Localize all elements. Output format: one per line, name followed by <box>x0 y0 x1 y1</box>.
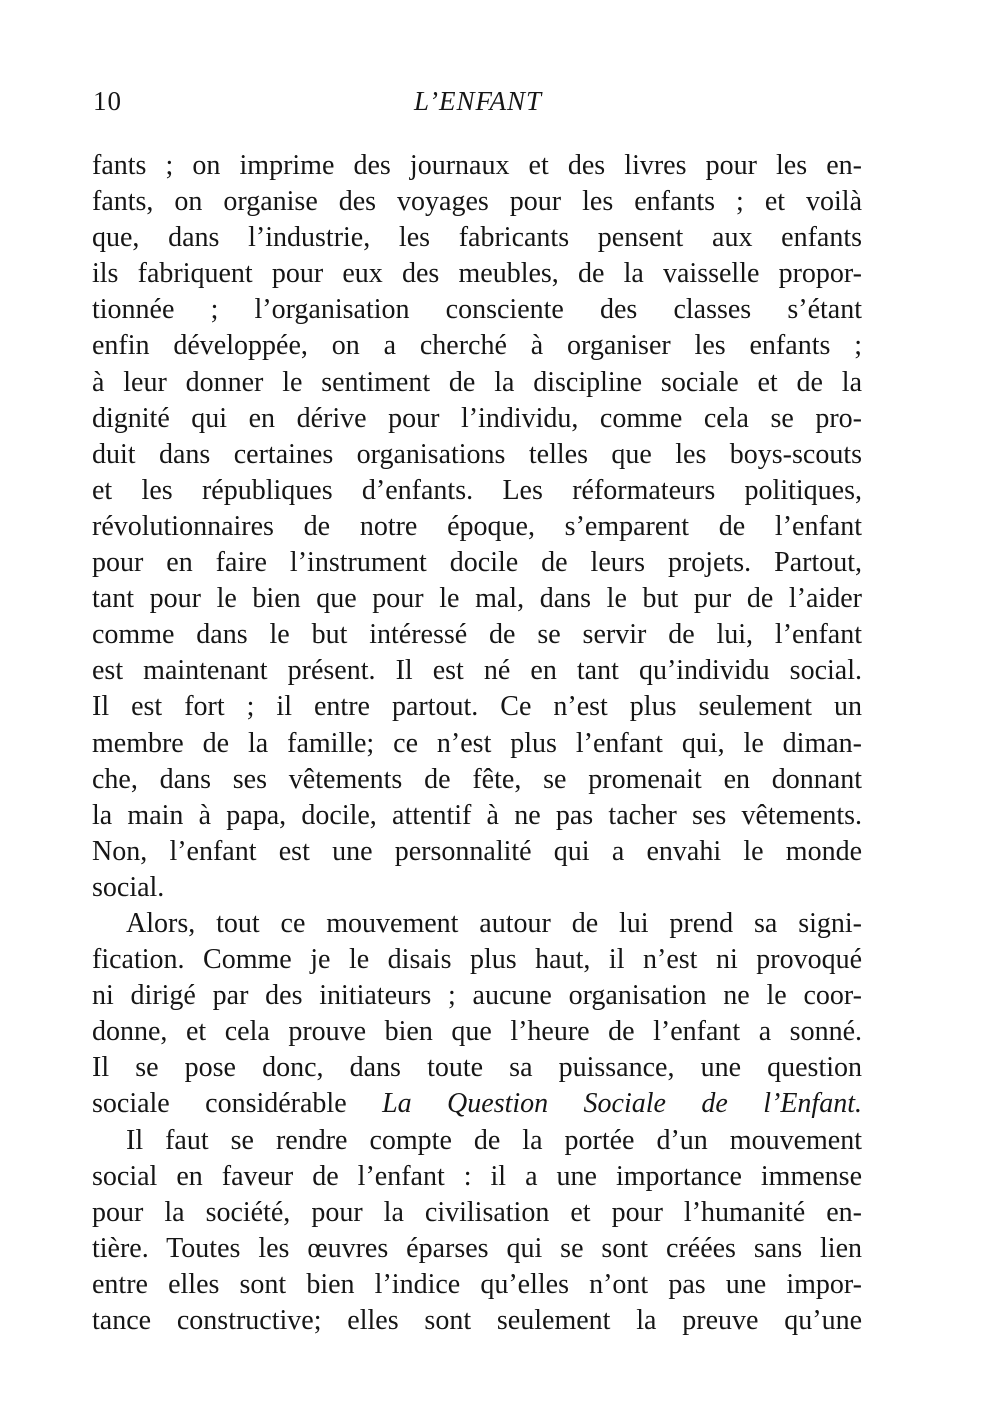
body-text <box>92 148 862 1339</box>
text-line-15: est maintenant présent. Il est né en tant qu’individu social. <box>92 655 862 687</box>
text-line-8: dignité qui en dérive pour l’individu, comme cela se pro- <box>92 402 862 434</box>
text-line-14: comme dans le but intéressé de se servir de lui, l’enfant <box>92 619 862 651</box>
text-line-11: révolutionnaires de notre époque, s’emparent de l’enfant <box>92 510 862 542</box>
text-line-23: fication. Comme je le disais plus haut, il n’est ni provoqué <box>92 944 862 976</box>
running-head <box>93 86 863 120</box>
text-line-29: social en faveur de l’enfant : il a une importance immense <box>92 1160 862 1192</box>
page-number: 10 <box>93 86 122 116</box>
text-line-13: tant pour le bien que pour le mal, dans le but pur de l’aider <box>92 583 862 615</box>
text-line-28: Il faut se rendre compte de la portée d’un mouvement <box>126 1124 862 1156</box>
text-line-19: la main à papa, docile, attentif à ne pas tacher ses vêtements. <box>92 799 862 831</box>
text-line-1: fants ; on imprime des journaux et des livres pour les en- <box>92 150 862 181</box>
italic-title: La Question Sociale de l’Enfant. <box>382 1088 862 1120</box>
text-line-24: ni dirigé par des initiateurs ; aucune organisation ne le coor- <box>92 980 862 1012</box>
text-line-32: entre elles sont bien l’indice qu’elles n’ont pas une impor- <box>92 1268 862 1300</box>
text-line-33: tance constructive; elles sont seulement la preuve qu’une <box>92 1305 862 1336</box>
text-line-7: à leur donner le sentiment de la discipline sociale et de la <box>92 366 862 398</box>
text-line-31: tière. Toutes les œuvres éparses qui se sont créées sans lien <box>92 1232 862 1264</box>
text-line-22: Alors, tout ce mouvement autour de lui prend sa signi- <box>126 907 862 939</box>
text-line-10: et les républiques d’enfants. Les réformateurs politiques, <box>92 474 862 506</box>
text-line-27-roman: sociale considérable <box>92 1088 347 1120</box>
text-line-27 <box>92 1086 862 1122</box>
text-line-12: pour en faire l’instrument docile de leurs projets. Partout, <box>92 547 862 579</box>
text-line-6: enfin développée, on a cherché à organiser les enfants ; <box>92 330 862 362</box>
text-line-30: pour la société, pour la civilisation et pour l’humanité en- <box>92 1196 862 1228</box>
text-line-3: que, dans l’industrie, les fabricants pensent aux enfants <box>92 222 862 254</box>
text-line-26: Il se pose donc, dans toute sa puissance, une question <box>92 1052 862 1084</box>
text-line-18: che, dans ses vêtements de fête, se promenait en donnant <box>92 763 862 795</box>
running-title: L’ENFANT <box>413 86 543 116</box>
text-line-5: tionnée ; l’organisation consciente des classes s’étant <box>92 294 862 326</box>
text-line-9: duit dans certaines organisations telles que les boys-scouts <box>92 438 862 470</box>
text-line-2: fants, on organise des voyages pour les enfants ; et voilà <box>92 186 862 218</box>
text-line-25: donne, et cela prouve bien que l’heure de l’enfant a sonné. <box>92 1016 862 1048</box>
text-line-17: membre de la famille; ce n’est plus l’enfant qui, le diman- <box>92 727 862 759</box>
text-line-16: Il est fort ; il entre partout. Ce n’est plus seulement un <box>92 691 862 723</box>
text-line-4: ils fabriquent pour eux des meubles, de la vaisselle propor- <box>92 258 862 290</box>
text-line-20: Non, l’enfant est une personnalité qui a envahi le monde <box>92 835 862 867</box>
text-line-21: social. <box>92 871 165 903</box>
